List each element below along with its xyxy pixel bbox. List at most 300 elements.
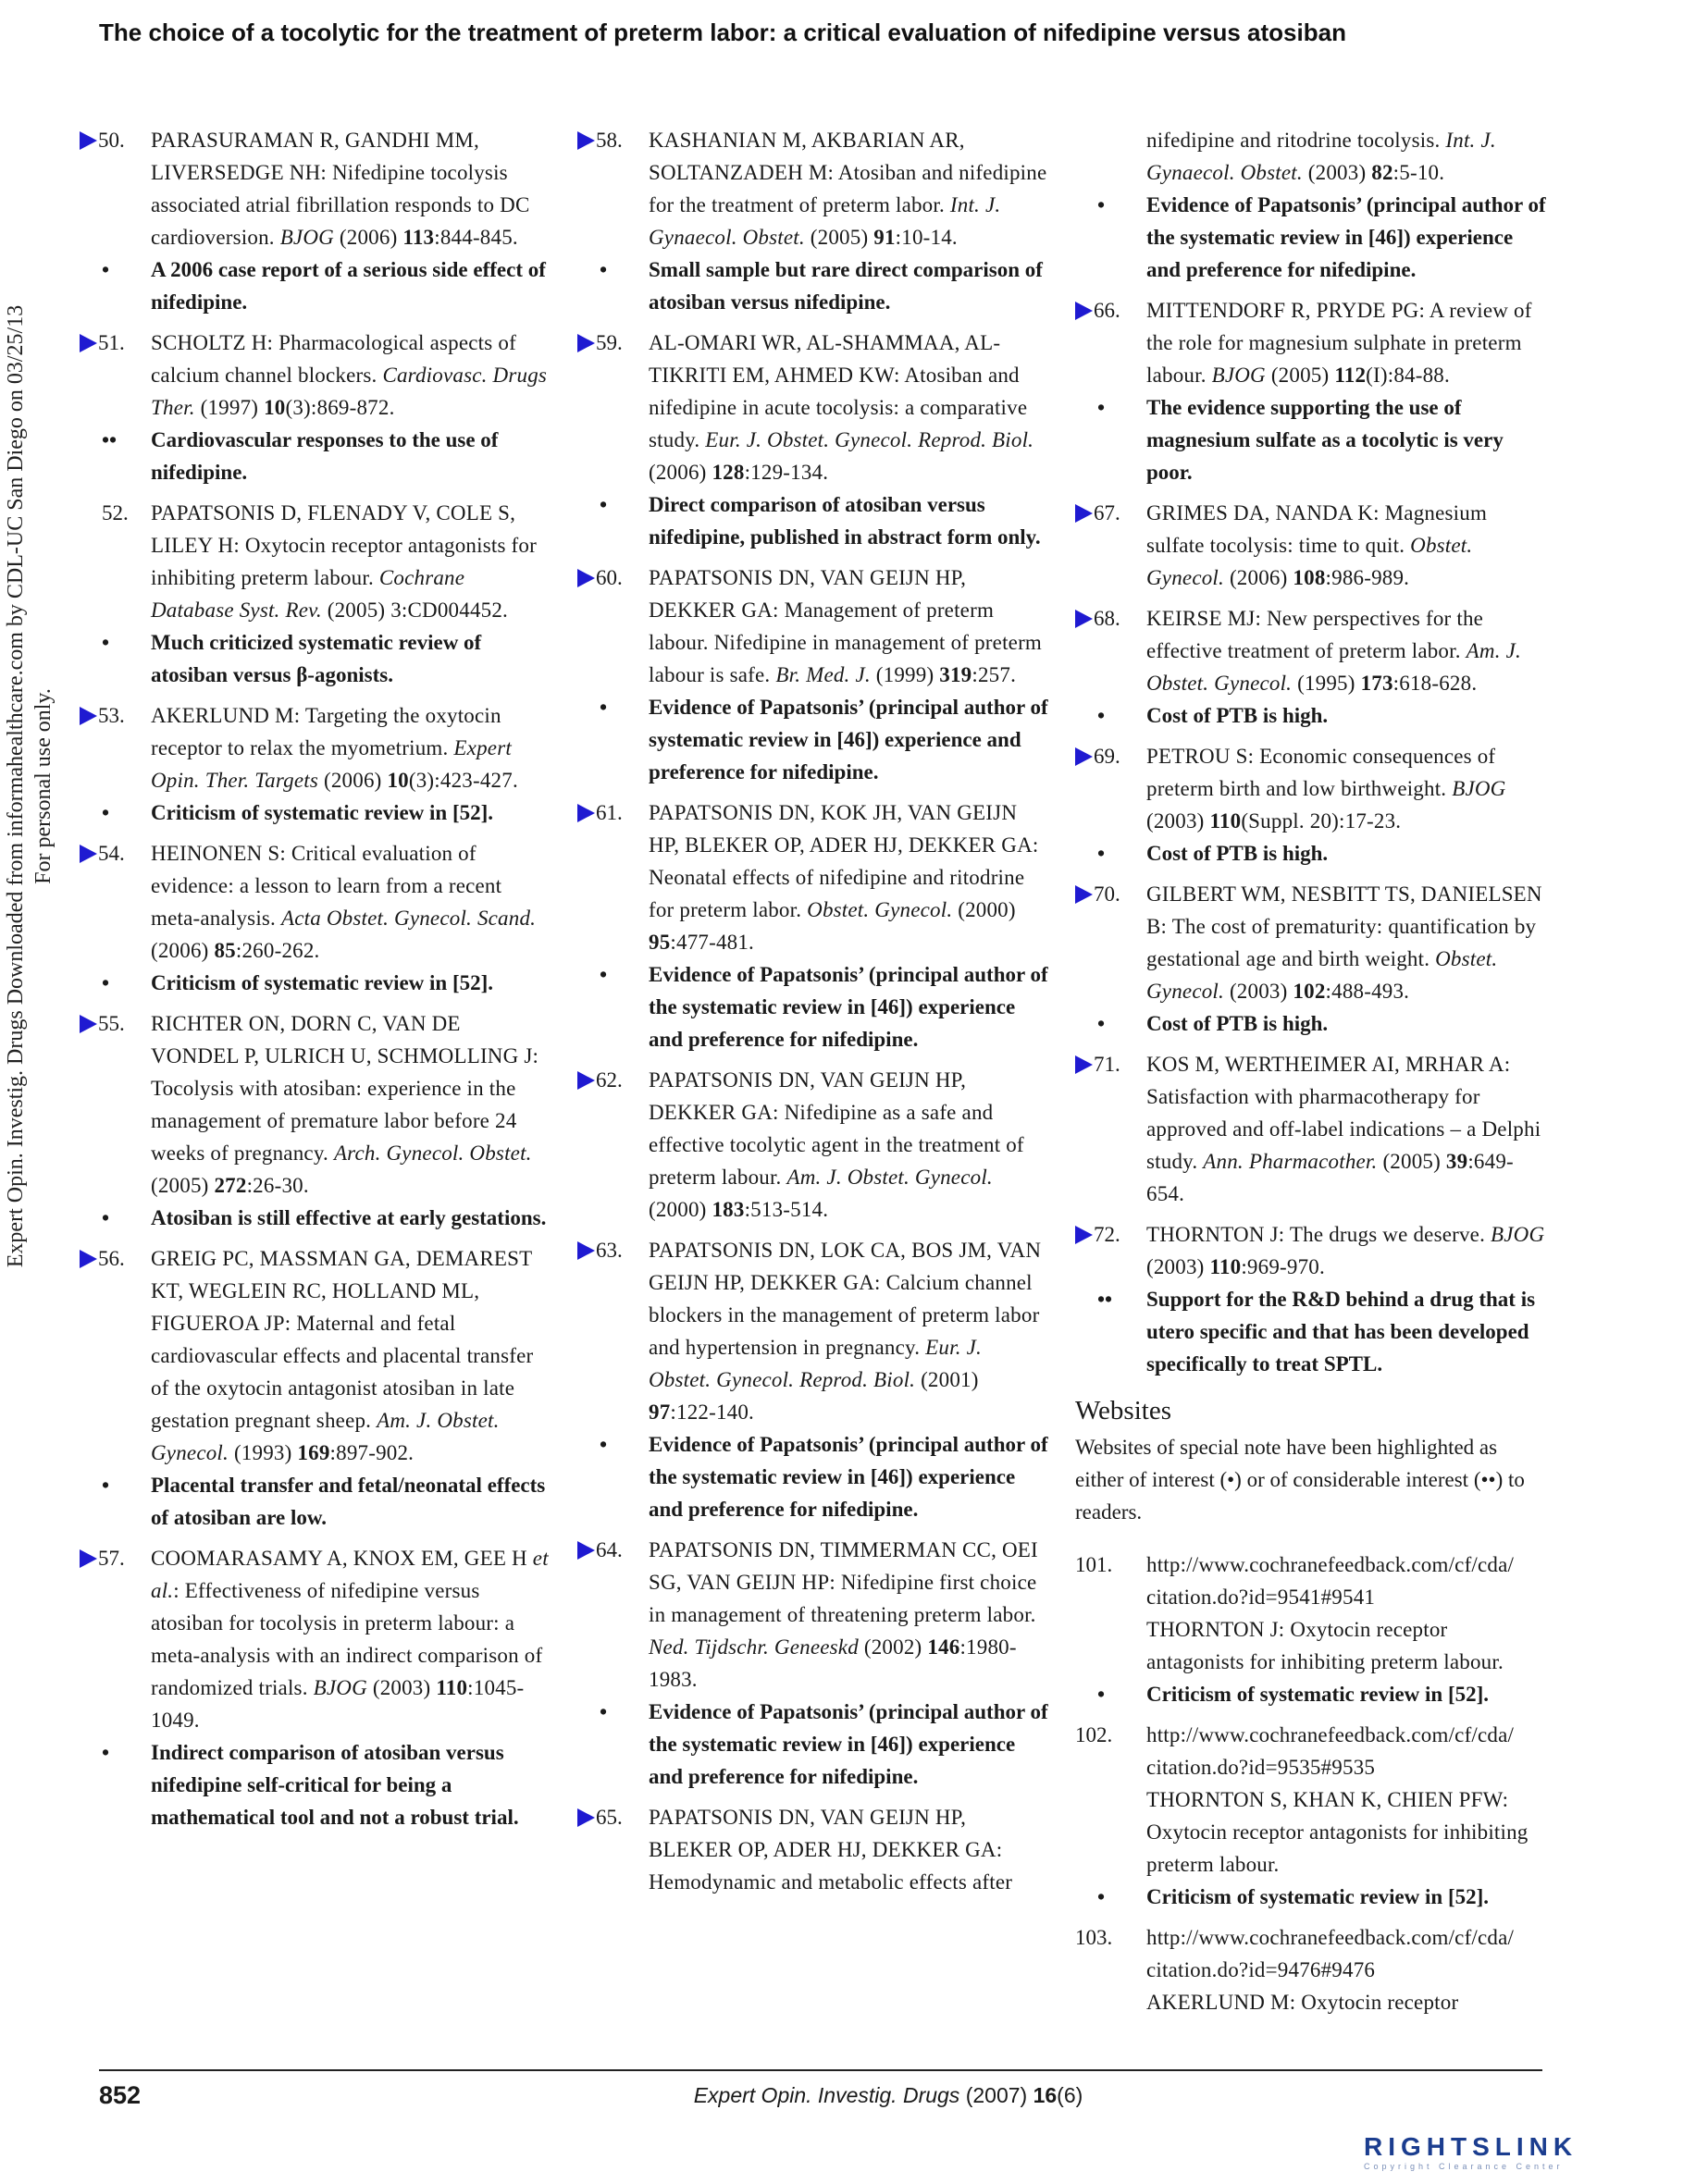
reference-authors: GREIG PC, MASSMAN GA, DEMAREST KT, WEGLEIN RC, HOLLAND ML, FIGUEROA JP: (151, 1247, 532, 1335)
reference-authors: KEIRSE MJ: (1146, 607, 1262, 630)
reference-citation (1146, 878, 1547, 1007)
reference-citation (151, 837, 551, 967)
reference-volume: 110 (436, 1676, 468, 1699)
website-url[interactable]: http://www.cochranefeedback.com/cf/cda/ citation.do?id=9476#9476 (1146, 1926, 1515, 1981)
website-annotation (1097, 1881, 1547, 1913)
reference-volume: 10 (387, 769, 409, 792)
reference-item[interactable] (1075, 878, 1547, 1040)
reference-citation (649, 1234, 1049, 1428)
website-item[interactable] (1075, 1719, 1547, 1913)
importance-bullet: • (102, 1474, 110, 1497)
reference-pages: :986-989. (1325, 566, 1410, 589)
reference-citation (151, 699, 551, 796)
reference-item[interactable] (80, 1242, 551, 1534)
reference-authors: SCHOLTZ H: (151, 331, 274, 354)
reference-annotation (1097, 699, 1547, 732)
reference-authors: HEINONEN S: (151, 842, 286, 865)
reference-title: Nifedipine as a safe and effective tocolytic agent in the treatment of preterm labour. (649, 1101, 1024, 1189)
reference-item[interactable] (80, 1007, 551, 1234)
arrow-icon[interactable] (577, 334, 595, 352)
reference-authors: PARASURAMAN R, GANDHI MM, LIVERSEDGE NH: (151, 129, 479, 184)
footer-journal: Expert Opin. Investig. Drugs (693, 2083, 960, 2107)
reference-volume: 128 (712, 461, 745, 484)
reference-journal: Am. J. Obstet. Gynecol. (786, 1166, 993, 1189)
reference-journal: BJOG (313, 1676, 367, 1699)
annotation-text: Evidence of Papatsonis’ (principal author of the systematic review in [46]) experience and preference for nifedipine. (649, 1700, 1048, 1788)
website-title: THORNTON J: Oxytocin receptor antagonists for inhibiting preterm labour. (1146, 1618, 1504, 1673)
reference-number-label: 56. (98, 1247, 125, 1270)
annotation-text: The evidence supporting the use of magnesium sulfate as a tocolytic is very poor. (1146, 396, 1504, 484)
reference-title: Nifedipine first choice in management of threatening preterm labor. (649, 1571, 1037, 1626)
reference-journal: Acta Obstet. Gynecol. Scand. (280, 907, 537, 930)
rightslink-logo[interactable] (1364, 2132, 1697, 2173)
arrow-icon[interactable] (1075, 1055, 1093, 1074)
importance-bullet: •• (1097, 1288, 1113, 1311)
reference-column-1 (80, 124, 551, 1842)
reference-pages: :488-493. (1325, 980, 1410, 1003)
reference-year: (2005) (1382, 1150, 1441, 1173)
reference-title: Tocolysis with atosiban: experience in the management of premature labor before 24 weeks of pregnancy. (151, 1077, 517, 1165)
reference-item[interactable] (1075, 294, 1547, 488)
reference-title: Maternal and fetal cardiovascular effects and placental transfer of the oxytocin antagonist atosiban in late gestation pregnant sheep. (151, 1312, 534, 1432)
reference-volume: 91 (873, 226, 896, 249)
reference-authors: GILBERT WM, NESBITT TS, DANIELSEN B: (1146, 882, 1542, 938)
reference-journal: Br. Med. J. (775, 663, 871, 686)
reference-pages: (Suppl. 20):17-23. (1241, 809, 1402, 833)
reference-pages: :844-845. (434, 226, 518, 249)
arrow-icon[interactable] (80, 1250, 97, 1268)
reference-item[interactable] (577, 1234, 1049, 1525)
website-url[interactable]: http://www.cochranefeedback.com/cf/cda/ citation.do?id=9535#9535 (1146, 1723, 1515, 1779)
importance-bullet: • (600, 493, 608, 516)
reference-title: : Effectiveness of nifedipine versus atosiban for tocolysis in preterm labour: a meta-analysis with an indirect comparison of randomized trials. (151, 1579, 543, 1699)
reference-authors: THORNTON J: (1146, 1223, 1285, 1246)
reference-pages: :513-514. (744, 1198, 829, 1221)
reference-number-label: 55. (98, 1012, 125, 1035)
reference-number-label: 70. (1094, 882, 1120, 906)
reference-volume: 39 (1445, 1150, 1468, 1173)
arrow-icon[interactable] (80, 1549, 97, 1568)
annotation-text: A 2006 case report of a serious side effect of nifedipine. (151, 258, 546, 314)
reference-annotation (600, 1696, 1049, 1793)
reference-journal: Obstet. Gynecol. (1146, 534, 1473, 589)
arrow-icon[interactable] (577, 1808, 595, 1827)
reference-pages: :10-14. (895, 226, 958, 249)
website-citation (1146, 1549, 1547, 1678)
reference-pages: :1980-1983. (649, 1635, 1017, 1691)
website-citation (1146, 1719, 1547, 1881)
website-citation (1146, 1921, 1547, 2018)
arrow-icon[interactable] (80, 845, 97, 863)
reference-year: (2005) (151, 1174, 209, 1197)
reference-journal: Am. J. Obstet. Gynecol. (151, 1409, 500, 1464)
reference-pages: :26-30. (246, 1174, 309, 1197)
reference-title: Management of preterm labour. Nifedipine in management of preterm labour is safe. (649, 598, 1043, 686)
reference-year: (1995) (1297, 672, 1355, 695)
reference-annotation (102, 1202, 551, 1234)
reference-journal: Obstet. Gynecol. (807, 898, 953, 921)
reference-authors: PAPATSONIS DN, VAN GEIJN HP, DEKKER GA: (649, 566, 967, 622)
reference-citation (151, 327, 551, 424)
watermark-line-2: For personal use only. (31, 688, 56, 884)
reference-item[interactable] (80, 327, 551, 488)
annotation-text: Cost of PTB is high. (1146, 842, 1329, 865)
annotation-text: Evidence of Papatsonis’ (principal author of systematic review in [46]) experience and preference for nifedipine. (649, 696, 1048, 784)
reference-column-2 (577, 124, 1049, 1906)
reference-volume: 169 (297, 1441, 330, 1464)
importance-bullet: • (102, 631, 110, 654)
reference-authors: PAPATSONIS DN, KOK JH, VAN GEIJN HP, BLEKER OP, ADER HJ, DEKKER GA: (649, 801, 1039, 857)
reference-volume: 183 (712, 1198, 745, 1221)
reference-citation (151, 1007, 551, 1202)
reference-journal: BJOG (279, 226, 334, 249)
reference-item[interactable] (80, 837, 551, 999)
reference-title: Hemodynamic and metabolic effects after (649, 1870, 1013, 1894)
footer-year: (2007) (965, 2083, 1028, 2107)
importance-bullet: • (1097, 1885, 1106, 1908)
reference-year: (2002) (863, 1635, 922, 1659)
reference-annotation (102, 626, 551, 691)
reference-item[interactable] (1075, 1048, 1547, 1210)
reference-year: (2006) (339, 226, 398, 249)
reference-year: (2000) (958, 898, 1016, 921)
reference-citation (1146, 497, 1547, 594)
reference-volume: 319 (939, 663, 972, 686)
reference-pages: :260-262. (235, 939, 320, 962)
reference-citation (151, 124, 551, 253)
reference-etal: et al. (151, 1547, 549, 1602)
website-number-label: 101. (1075, 1553, 1113, 1576)
reference-annotation (102, 253, 551, 318)
reference-title: nifedipine and ritodrine tocolysis. (1146, 129, 1441, 152)
reference-journal: Int. J. Gynaecol. Obstet. (649, 193, 1001, 249)
arrow-icon[interactable] (1075, 610, 1093, 628)
reference-journal: Cardiovasc. Drugs Ther. (151, 364, 548, 419)
reference-journal: Obstet. Gynecol. (1146, 947, 1498, 1003)
annotation-text: Much criticized systematic review of atosiban versus β-agonists. (151, 631, 482, 686)
reference-year: (2003) (1146, 1255, 1205, 1278)
reference-volume: 95 (649, 931, 671, 954)
annotation-text: Small sample but rare direct comparison of atosiban versus nifedipine. (649, 258, 1043, 314)
reference-pages: :649-654. (1146, 1150, 1514, 1205)
reference-title: A review of the role for magnesium sulphate in preterm labour. (1146, 299, 1532, 387)
importance-bullet: • (1097, 1683, 1106, 1706)
reference-citation (649, 327, 1049, 488)
reference-annotation (600, 691, 1049, 788)
reference-title: Atosiban and nifedipine in acute tocolysis: a comparative study. (649, 364, 1028, 451)
reference-year: (2005) (327, 598, 386, 622)
reference-pages: (3):423-427. (408, 769, 518, 792)
website-number-label: 103. (1075, 1926, 1113, 1949)
annotation-text: Criticism of systematic review in [52]. (151, 971, 494, 994)
reference-pages: 3:CD004452. (390, 598, 509, 622)
reference-annotation (102, 1736, 551, 1833)
reference-number-label: 50. (98, 129, 125, 152)
importance-bullet: • (600, 1433, 608, 1456)
arrow-icon[interactable] (577, 1071, 595, 1090)
reference-pages: :897-902. (329, 1441, 415, 1464)
reference-journal: Eur. J. Obstet. Gynecol. Reprod. Biol. (705, 428, 1034, 451)
reference-number-label: 63. (596, 1239, 623, 1262)
reference-annotation (102, 1469, 551, 1534)
reference-citation (1146, 1218, 1547, 1283)
reference-number-label: 64. (596, 1538, 623, 1561)
reference-column-3 (1075, 124, 1547, 2027)
reference-citation (1146, 294, 1547, 391)
website-title: THORNTON S, KHAN K, CHIEN PFW: Oxytocin receptor antagonists for inhibiting preterm labour. (1146, 1788, 1529, 1876)
reference-pages: :618-628. (1392, 672, 1478, 695)
annotation-text: Evidence of Papatsonis’ (principal author of the systematic review in [46]) experience and preference for nifedipine. (1146, 193, 1546, 281)
reference-item[interactable] (80, 699, 551, 829)
reference-title: Critical evaluation of evidence: a lesson to learn from a recent meta-analysis. (151, 842, 502, 930)
reference-volume: 85 (214, 939, 236, 962)
importance-bullet: • (1097, 193, 1106, 216)
watermark-line-1: Expert Opin. Investig. Drugs Downloaded from informahealthcare.com by CDL-UC San Diego on 03/25/13 (4, 304, 28, 1268)
reference-pages: :257. (972, 663, 1017, 686)
reference-year: (2006) (323, 769, 382, 792)
importance-bullet: • (1097, 704, 1106, 727)
website-item[interactable] (1075, 1549, 1547, 1710)
reference-citation (649, 796, 1049, 958)
reference-citation (649, 124, 1049, 253)
reference-number-label: 65. (596, 1806, 623, 1829)
reference-annotation (102, 796, 551, 829)
reference-year: (2005) (1270, 364, 1330, 387)
reference-year: (2003) (372, 1676, 431, 1699)
reference-annotation (600, 488, 1049, 553)
reference-number-label: 59. (596, 331, 623, 354)
journal-citation-footer (555, 2083, 1221, 2108)
reference-volume: 272 (214, 1174, 247, 1197)
reference-authors: RICHTER ON, DORN C, VAN DE VONDEL P, ULRICH U, SCHMOLLING J: (151, 1012, 539, 1067)
reference-journal: Eur. J. Obstet. Gynecol. Reprod. Biol. (649, 1336, 982, 1391)
website-number-label: 102. (1075, 1723, 1113, 1746)
reference-title: New perspectives for the effective treatment of preterm labor. (1146, 607, 1484, 662)
arrow-icon[interactable] (1075, 504, 1093, 523)
reference-annotation (1097, 391, 1547, 488)
arrow-icon[interactable] (577, 804, 595, 822)
reference-item[interactable] (577, 1534, 1049, 1793)
reference-pages: :477-481. (670, 931, 755, 954)
reference-annotation (1097, 1283, 1547, 1380)
importance-bullet: • (102, 971, 110, 994)
reference-title: Economic consequences of preterm birth and low birthweight. (1146, 745, 1496, 800)
reference-year: (2006) (151, 939, 209, 962)
reference-year: (2003) (1229, 980, 1288, 1003)
reference-year: (1999) (875, 663, 934, 686)
download-watermark (2, 0, 59, 1573)
arrow-icon[interactable] (577, 1241, 595, 1260)
reference-number-label: 71. (1094, 1053, 1120, 1076)
reference-annotation (600, 958, 1049, 1055)
arrow-icon[interactable] (1075, 885, 1093, 904)
reference-citation (151, 1242, 551, 1469)
reference-authors: PAPATSONIS D, FLENADY V, COLE S, LILEY H: (151, 501, 516, 557)
reference-volume: 112 (1334, 364, 1367, 387)
reference-item[interactable] (1075, 602, 1547, 732)
reference-title: The drugs we deserve. (1289, 1223, 1486, 1246)
annotation-text: Criticism of systematic review in [52]. (151, 801, 494, 824)
reference-volume: 108 (1293, 566, 1326, 589)
annotation-text: Cost of PTB is high. (1146, 1012, 1329, 1035)
reference-volume: 10 (264, 396, 286, 419)
reference-title: Neonatal effects of nifedipine and ritodrine for preterm labor. (649, 866, 1025, 921)
reference-authors: AKERLUND M: (151, 704, 301, 727)
websites-intro: Websites of special note have been highlighted as either of interest (•) or of considerable interest (••) to readers. (1075, 1436, 1525, 1524)
reference-volume: 173 (1360, 672, 1393, 695)
reference-authors: COOMARASAMY A, KNOX EM, GEE H (151, 1547, 527, 1570)
annotation-text: Evidence of Papatsonis’ (principal author of the systematic review in [46]) experience and preference for nifedipine. (649, 963, 1048, 1051)
importance-bullet: • (102, 1741, 110, 1764)
reference-authors: PETROU S: (1146, 745, 1255, 768)
reference-authors: MITTENDORF R, PRYDE PG: (1146, 299, 1426, 322)
reference-volume: 102 (1293, 980, 1326, 1003)
reference-journal: Ann. Pharmacother. (1203, 1150, 1378, 1173)
arrow-icon[interactable] (80, 1015, 97, 1033)
arrow-icon[interactable] (80, 131, 97, 150)
reference-volume: 97 (649, 1400, 671, 1424)
reference-annotation (1097, 1007, 1547, 1040)
reference-number-label: 53. (98, 704, 125, 727)
reference-title: Satisfaction with pharmacotherapy for approved and off-label indications – a Delphi study. (1146, 1085, 1541, 1173)
importance-bullet: • (102, 801, 110, 824)
reference-citation (1146, 124, 1547, 189)
website-title: AKERLUND M: Oxytocin receptor (1146, 1991, 1459, 2014)
website-item[interactable] (1075, 1921, 1547, 2018)
arrow-icon[interactable] (577, 131, 595, 150)
reference-number-label: 62. (596, 1068, 623, 1092)
footer-issue: (6) (1057, 2083, 1083, 2107)
reference-citation (151, 1542, 551, 1736)
reference-journal: Cochrane Database Syst. Rev. (151, 566, 465, 622)
annotation-text: Evidence of Papatsonis’ (principal author of the systematic review in [46]) experience and preference for nifedipine. (649, 1433, 1048, 1521)
reference-year: (2000) (649, 1198, 707, 1221)
reference-annotation (600, 253, 1049, 318)
reference-authors: KASHANIAN M, AKBARIAN AR, SOLTANZADEH M: (649, 129, 965, 184)
reference-number-label: 61. (596, 801, 623, 824)
reference-item[interactable] (577, 327, 1049, 553)
reference-journal: BJOG (1452, 777, 1506, 800)
reference-pages: (3):869-872. (285, 396, 395, 419)
arrow-icon[interactable] (1075, 1226, 1093, 1244)
arrow-icon[interactable] (80, 334, 97, 352)
rightslink-label: RIGHTSLINK (1364, 2132, 1578, 2161)
reference-item[interactable] (1075, 740, 1547, 870)
reference-number-label: 66. (1094, 299, 1120, 322)
reference-item[interactable] (577, 796, 1049, 1055)
reference-journal: Int. J. Gynaecol. Obstet. (1146, 129, 1496, 184)
reference-citation (649, 561, 1049, 691)
reference-pages: :969-970. (1241, 1255, 1325, 1278)
reference-number-label: 67. (1094, 501, 1120, 524)
reference-journal: BJOG (1491, 1223, 1545, 1246)
annotation-text: Support for the R&D behind a drug that is utero specific and that has been developed specifically to treat SPTL. (1146, 1288, 1536, 1376)
reference-title: Pharmacological aspects of calcium channel blockers. (151, 331, 516, 387)
reference-volume: 146 (927, 1635, 960, 1659)
footer-volume: 16 (1033, 2083, 1058, 2107)
reference-number-label: 69. (1094, 745, 1120, 768)
reference-citation (1146, 1048, 1547, 1210)
reference-volume: 110 (1209, 809, 1242, 833)
reference-citation (1146, 602, 1547, 699)
importance-bullet: • (1097, 396, 1106, 419)
reference-item[interactable] (577, 561, 1049, 788)
reference-title: Targeting the oxytocin receptor to relax the myometrium. (151, 704, 501, 759)
reference-continuation (1075, 124, 1547, 286)
reference-citation (151, 497, 551, 626)
reference-number-label: 60. (596, 566, 623, 589)
reference-authors: PAPATSONIS DN, TIMMERMAN CC, OEI SG, VAN GEIJN HP: (649, 1538, 1038, 1594)
reference-year: (2005) (810, 226, 869, 249)
arrow-icon[interactable] (1075, 302, 1093, 320)
annotation-text: Indirect comparison of atosiban versus nifedipine self-critical for being a mathematical tool and not a robust trial. (151, 1741, 519, 1829)
arrow-icon[interactable] (1075, 747, 1093, 766)
reference-number-label: 58. (596, 129, 623, 152)
footer-divider (99, 2069, 1542, 2071)
reference-pages: :129-134. (744, 461, 829, 484)
reference-item[interactable] (80, 124, 551, 318)
reference-number-label: 72. (1094, 1223, 1120, 1246)
reference-number-label: 52. (102, 501, 129, 524)
reference-item[interactable] (80, 497, 551, 691)
reference-journal: Arch. Gynecol. Obstet. (333, 1141, 532, 1165)
reference-title: Oxytocin receptor antagonists for inhibiting preterm labour. (151, 534, 537, 589)
reference-authors: AL-OMARI WR, AL-SHAMMAA, AL-TIKRITI EM, AHMED KW: (649, 331, 1001, 387)
reference-authors: PAPATSONIS DN, VAN GEIJN HP, DEKKER GA: (649, 1068, 967, 1124)
arrow-icon[interactable] (577, 1541, 595, 1560)
reference-pages: (I):84-88. (1366, 364, 1450, 387)
website-annotation (1097, 1678, 1547, 1710)
importance-bullet: • (600, 258, 608, 281)
reference-authors: GRIMES DA, NANDA K: (1146, 501, 1380, 524)
rightslink-sub: Copyright Clearance Center (1364, 2162, 1564, 2171)
reference-title: The cost of prematurity: quantification by gestational age and birth weight. (1146, 915, 1537, 970)
reference-item[interactable] (577, 1801, 1049, 1898)
reference-title: Atosiban and nifedipine for the treatment of preterm labor. (649, 161, 1047, 216)
reference-item[interactable] (1075, 1218, 1547, 1380)
importance-bullet: •• (102, 428, 118, 451)
reference-item[interactable] (577, 124, 1049, 318)
reference-annotation (102, 424, 551, 488)
reference-number-label: 68. (1094, 607, 1120, 630)
importance-bullet: • (102, 1206, 110, 1229)
reference-annotation (1097, 837, 1547, 870)
reference-item[interactable] (1075, 497, 1547, 594)
reference-citation (649, 1534, 1049, 1696)
reference-year: (2003) (1146, 809, 1205, 833)
arrow-icon[interactable] (80, 707, 97, 725)
annotation-text: Direct comparison of atosiban versus nifedipine, published in abstract form only. (649, 493, 1041, 549)
importance-bullet: • (1097, 842, 1106, 865)
reference-pages: :1045-1049. (151, 1676, 525, 1732)
reference-journal: Expert Opin. Ther. Targets (151, 736, 512, 792)
reference-authors: KOS M, WERTHEIMER AI, MRHAR A: (1146, 1053, 1511, 1076)
reference-year: (1993) (233, 1441, 292, 1464)
importance-bullet: • (1097, 1012, 1106, 1035)
arrow-icon[interactable] (577, 569, 595, 587)
reference-annotation (600, 1428, 1049, 1525)
annotation-text: Criticism of systematic review in [52]. (1146, 1683, 1490, 1706)
reference-item[interactable] (80, 1542, 551, 1833)
page-title: The choice of a tocolytic for the treatment of preterm labor: a critical evaluation of nifedipine versus atosiban (99, 19, 1346, 46)
reference-journal: Am. J. Obstet. Gynecol. (1146, 639, 1521, 695)
website-url[interactable]: http://www.cochranefeedback.com/cf/cda/ citation.do?id=9541#9541 (1146, 1553, 1515, 1609)
importance-bullet: • (600, 963, 608, 986)
reference-item[interactable] (577, 1064, 1049, 1226)
reference-authors: PAPATSONIS DN, VAN GEIJN HP, BLEKER OP, ADER HJ, DEKKER GA: (649, 1806, 1003, 1861)
reference-pages: :5-10. (1392, 161, 1445, 184)
annotation-text: Atosiban is still effective at early gestations. (151, 1206, 547, 1229)
